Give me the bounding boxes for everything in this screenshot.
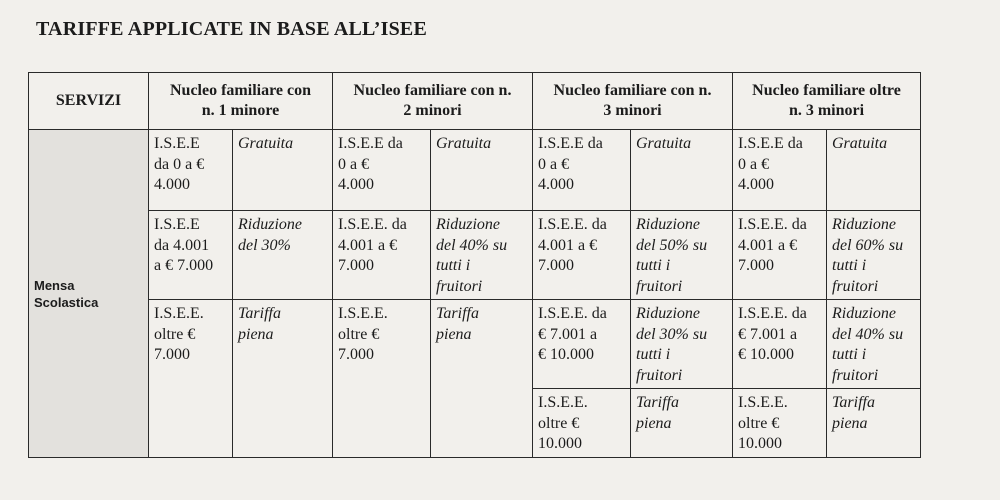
table-row — [29, 300, 921, 389]
isee-range: I.S.E.E da 0 a € 4.000 — [149, 130, 233, 211]
isee-range: I.S.E.E. oltre € 10.000 — [733, 389, 827, 458]
tariff-benefit: Riduzione del 30% — [233, 211, 333, 300]
isee-range: I.S.E.E da 0 a € 4.000 — [533, 130, 631, 211]
tariff-benefit: Riduzione del 30% su tutti i fruitori — [631, 300, 733, 389]
header-one-minor: Nucleo familiare con n. 1 minore — [149, 73, 333, 130]
tariff-benefit: Gratuita — [233, 130, 333, 211]
isee-range: I.S.E.E da 0 a € 4.000 — [733, 130, 827, 211]
tariff-benefit: Tariffa piena — [631, 389, 733, 458]
tariff-benefit: Riduzione del 40% su tutti i fruitori — [431, 211, 533, 300]
tariff-benefit: Riduzione del 50% su tutti i fruitori — [631, 211, 733, 300]
table-row — [29, 130, 921, 211]
header-over-three-minors: Nucleo familiare oltre n. 3 minori — [733, 73, 921, 130]
tariff-table — [28, 72, 921, 458]
isee-range: I.S.E.E. da € 7.001 a € 10.000 — [533, 300, 631, 389]
isee-range: I.S.E.E. oltre € 7.000 — [333, 300, 431, 458]
tariff-benefit: Tariffa piena — [827, 389, 921, 458]
tariff-benefit: Gratuita — [631, 130, 733, 211]
isee-range: I.S.E.E. da € 7.001 a € 10.000 — [733, 300, 827, 389]
tariff-benefit: Riduzione del 40% su tutti i fruitori — [827, 300, 921, 389]
tariff-benefit: Tariffa piena — [233, 300, 333, 458]
isee-range: I.S.E.E. oltre € 7.000 — [149, 300, 233, 458]
tariff-benefit: Tariffa piena — [431, 300, 533, 458]
header-services: SERVIZI — [29, 73, 149, 130]
tariff-benefit: Gratuita — [431, 130, 533, 211]
service-name: Mensa Scolastica — [29, 130, 149, 458]
isee-range: I.S.E.E. da 4.001 a € 7.000 — [533, 211, 631, 300]
tariff-benefit: Gratuita — [827, 130, 921, 211]
isee-range: I.S.E.E. da 4.001 a € 7.000 — [333, 211, 431, 300]
table-row — [29, 211, 921, 300]
tariff-benefit: Riduzione del 60% su tutti i fruitori — [827, 211, 921, 300]
document-title: TARIFFE APPLICATE IN BASE ALL’ISEE — [36, 18, 427, 40]
header-three-minors: Nucleo familiare con n. 3 minori — [533, 73, 733, 130]
header-row — [29, 73, 921, 130]
isee-range: I.S.E.E da 4.001 a € 7.000 — [149, 211, 233, 300]
header-two-minors: Nucleo familiare con n. 2 minori — [333, 73, 533, 130]
isee-range: I.S.E.E. da 4.001 a € 7.000 — [733, 211, 827, 300]
isee-range: I.S.E.E. oltre € 10.000 — [533, 389, 631, 458]
isee-range: I.S.E.E da 0 a € 4.000 — [333, 130, 431, 211]
